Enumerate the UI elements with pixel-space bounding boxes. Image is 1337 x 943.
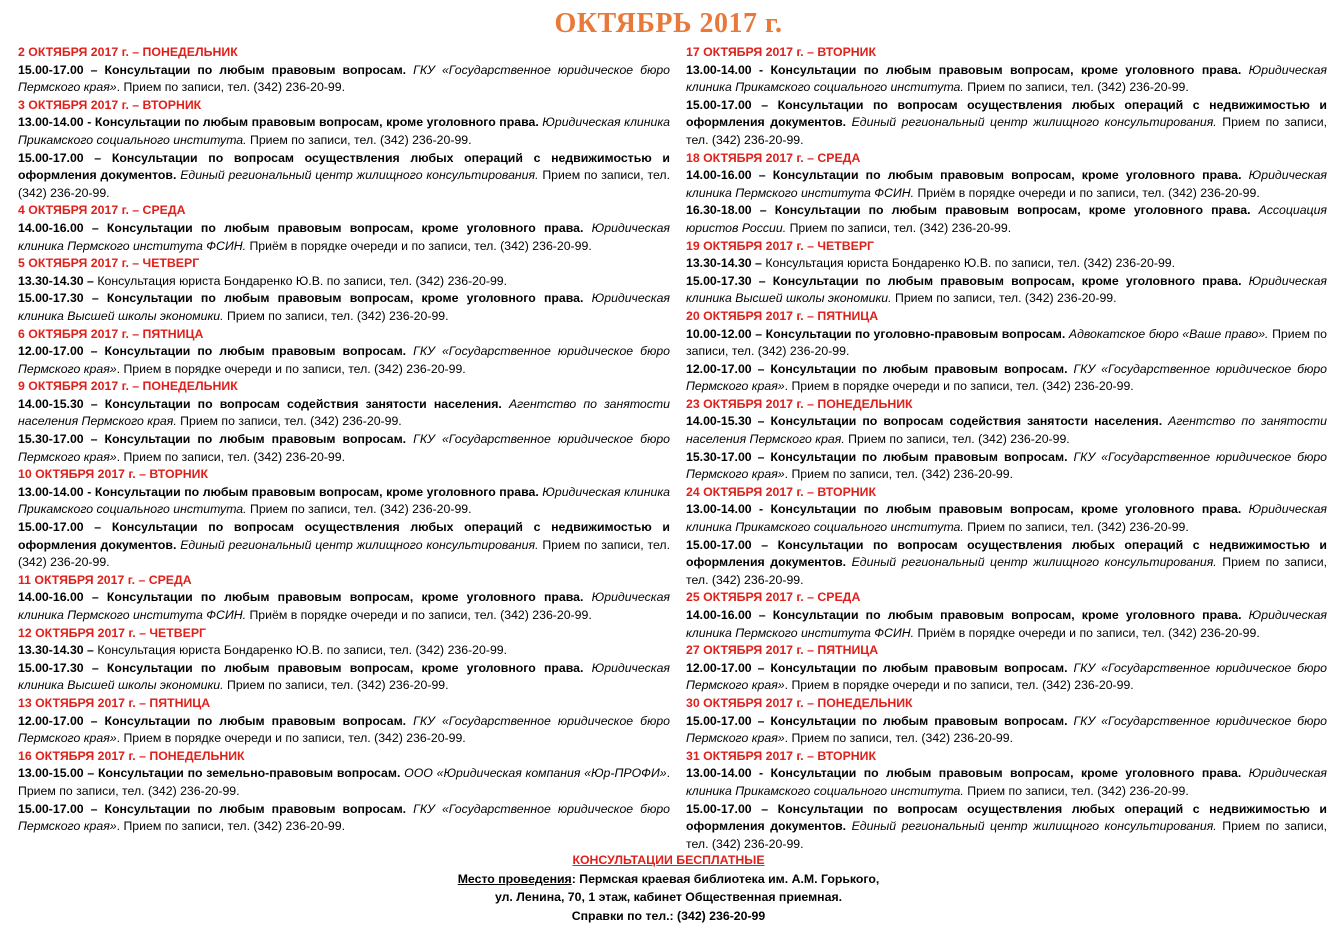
entry-note: Прием по записи, тел. (342) 236-20-99. — [963, 80, 1189, 95]
entry-separator: – — [751, 537, 778, 552]
entry-separator: – — [83, 62, 105, 77]
schedule-entry — [686, 607, 1327, 642]
entry-topic: Консультации по любым правовым вопросам, кроме уголовного права. — [774, 203, 1251, 218]
schedule-entry — [686, 501, 1327, 536]
schedule-entry — [686, 361, 1327, 396]
entry-separator: – — [751, 97, 778, 112]
entry-topic: Консультации по любым правовым вопросам, кроме уголовного права. — [106, 590, 584, 605]
entry-time: 15.00-17.30 — [686, 273, 752, 288]
entry-separator: - — [751, 766, 771, 781]
entry-topic: Консультации по любым правовым вопросам. — [104, 344, 407, 359]
entry-organization: Юридическая клиника Высшей школы экономики. — [18, 291, 670, 323]
entry-organization: Юридическая клиника Пермского института ФСИН. — [686, 168, 1327, 200]
entry-separator: – — [751, 203, 775, 218]
entry-note: . Прием по записи, тел. (342) 236-20-99. — [116, 449, 346, 464]
entry-separator: – — [751, 256, 766, 271]
entry-organization: Юридическая клиника Пермского института ФСИН. — [18, 590, 670, 622]
day-heading: 17 ОКТЯБРЯ 2017 г. – ВТОРНИК — [686, 45, 877, 59]
entry-topic: Консультации по вопросам осуществления любых операций с недвижимостью и оформления документов. — [686, 537, 1327, 570]
entry-note: . Прием по записи, тел. (342) 236-20-99. — [784, 731, 1014, 746]
entry-time: 14.00-15.30 — [686, 414, 752, 429]
entry-time: 15.00-17.30 — [18, 291, 84, 306]
day-heading: 6 ОКТЯБРЯ 2017 г. – ПЯТНИЦА — [18, 326, 204, 341]
entry-note: Прием по записи, тел. (342) 236-20-99. — [223, 678, 449, 693]
schedule-entry — [18, 343, 670, 378]
schedule-entry — [686, 62, 1327, 97]
day-block — [686, 150, 1327, 238]
entry-note: Прием по записи, тел. (342) 236-20-99. — [844, 432, 1070, 447]
entry-time: 15.00-17.00 — [18, 62, 84, 77]
day-block — [18, 466, 670, 572]
entry-note: Приём в порядке очереди и по записи, тел. (342) 236-20-99. — [246, 608, 592, 622]
entry-note: Прием по записи, тел. (342) 236-20-99. — [246, 132, 472, 147]
entry-separator: - — [751, 62, 771, 77]
entry-time: 15.00-17.00 — [686, 713, 752, 728]
left-column — [18, 44, 670, 836]
schedule-entry — [686, 326, 1327, 361]
day-block — [686, 238, 1327, 308]
address-line: ул. Ленина, 70, 1 этаж, кабинет Общественная приемная. — [494, 890, 843, 905]
schedule-entry — [686, 449, 1327, 484]
entry-note: . Прием по записи, тел. (342) 236-20-99. — [116, 819, 346, 834]
entry-time: 13.00-14.00 — [18, 484, 84, 499]
entry-organization: Агентство по занятости населения Пермского края. — [18, 396, 670, 429]
entry-time: 12.00-17.00 — [18, 344, 84, 359]
schedule-entry — [686, 413, 1327, 448]
entry-topic: Консультации по любым правовым вопросам, кроме уголовного права. — [94, 484, 539, 499]
entry-separator: – — [751, 361, 771, 376]
entry-note: Приём в порядке очереди и по записи, тел. (342) 236-20-99. — [914, 625, 1260, 640]
entry-note: Прием по записи, тел. (342) 236-20-99. — [223, 308, 449, 323]
entry-note: Консультация юриста Бондаренко Ю.В. по записи, тел. (342) 236-20-99. — [765, 256, 1176, 271]
schedule-entry — [686, 660, 1327, 695]
entry-separator: - — [83, 484, 95, 499]
day-block — [18, 695, 670, 748]
schedule-entry — [18, 642, 670, 660]
entry-separator: – — [83, 273, 98, 288]
day-heading: 30 ОКТЯБРЯ 2017 г. – ПОНЕДЕЛЬНИК — [686, 695, 913, 710]
entry-note: Консультация юриста Бондаренко Ю.В. по записи, тел. (342) 236-20-99. — [97, 273, 508, 288]
day-heading: 3 ОКТЯБРЯ 2017 г. – ВТОРНИК — [18, 97, 202, 112]
entry-separator: – — [751, 713, 771, 728]
entry-note: Прием по записи, тел. (342) 236-20-99. — [246, 502, 472, 517]
entry-note: . Прием в порядке очереди и по записи, тел. (342) 236-20-99. — [784, 379, 1134, 394]
entry-time: 15.00-17.30 — [18, 660, 84, 675]
entry-organization: ГКУ «Государственное юридическое бюро Пермского края» — [686, 361, 1328, 394]
schedule-entry — [18, 589, 670, 624]
free-consultations-note: КОНСУЛЬТАЦИИ БЕСПЛАТНЫЕ — [572, 853, 765, 867]
entry-organization: ООО «Юридическая компания «Юр-ПРОФИ» — [404, 766, 667, 781]
schedule-entry — [686, 167, 1327, 202]
footer — [0, 851, 1337, 926]
day-block — [686, 308, 1327, 396]
entry-time: 13.00-14.00 — [686, 62, 752, 77]
entry-topic: Консультации по любым правовым вопросам. — [770, 361, 1068, 376]
day-block — [18, 44, 670, 97]
entry-note: . Прием в порядке очереди и по записи, тел. (342) 236-20-99. — [116, 731, 466, 746]
entry-topic: Консультации по любым правовым вопросам, кроме уголовного права. — [106, 220, 584, 235]
entry-organization: Юридическая клиника Прикамского социального института. — [686, 502, 1327, 535]
entry-separator: – — [83, 643, 98, 658]
entry-organization: Ассоциация юристов России. — [686, 203, 1327, 235]
entry-time: 13.30-14.30 — [18, 273, 84, 288]
entry-separator: – — [751, 326, 766, 341]
entry-time: 12.00-17.00 — [18, 713, 84, 728]
entry-time: 13.00-14.00 — [686, 766, 752, 781]
entry-organization: Единый региональный центр жилищного консультирования. — [851, 819, 1217, 834]
schedule-entry — [686, 801, 1327, 854]
day-heading: 24 ОКТЯБРЯ 2017 г. – ВТОРНИК — [686, 484, 877, 499]
entry-organization: ГКУ «Государственное юридическое бюро Пермского края» — [18, 62, 670, 95]
entry-separator: – — [751, 801, 778, 816]
entry-time: 14.00-16.00 — [686, 168, 752, 183]
entry-topic: Консультации по любым правовым вопросам, кроме уголовного права. — [106, 660, 584, 675]
entry-separator: – — [83, 590, 107, 605]
entry-organization: Единый региональный центр жилищного консультирования. — [851, 115, 1217, 130]
entry-topic: Консультации по вопросам содействия занятости населения. — [770, 414, 1163, 429]
day-block — [686, 396, 1327, 484]
entry-organization: Агентство по занятости населения Пермского края. — [686, 414, 1327, 447]
entry-organization: ГКУ «Государственное юридическое бюро Пермского края» — [686, 713, 1328, 746]
schedule-entry — [18, 62, 670, 97]
entry-time: 15.00-17.00 — [686, 537, 752, 552]
schedule-entry — [686, 273, 1327, 308]
entry-organization: ГКУ «Государственное юридическое бюро Пермского края» — [686, 660, 1328, 693]
day-heading: 18 ОКТЯБРЯ 2017 г. – СРЕДА — [686, 150, 861, 165]
schedule-entry — [686, 97, 1327, 150]
entry-organization: Юридическая клиника Пермского института ФСИН. — [686, 608, 1327, 640]
entry-organization: Юридическая клиника Высшей школы экономики. — [18, 660, 670, 693]
schedule-entry — [686, 537, 1327, 590]
day-block — [686, 695, 1327, 748]
schedule-entry — [18, 431, 670, 466]
entry-time: 12.00-17.00 — [686, 361, 752, 376]
entry-note: . Прием в порядке очереди и по записи, тел. (342) 236-20-99. — [784, 678, 1134, 693]
schedule-entry — [18, 273, 670, 291]
entry-time: 13.00-14.00 — [686, 502, 752, 517]
entry-time: 15.00-17.00 — [18, 150, 84, 165]
entry-note: Прием по записи, тел. (342) 236-20-99. — [686, 115, 1328, 147]
entry-time: 13.00-15.00 — [18, 766, 84, 781]
day-heading: 19 ОКТЯБРЯ 2017 г. – ЧЕТВЕРГ — [686, 238, 875, 253]
entry-separator: – — [83, 660, 107, 675]
entry-separator: – — [83, 766, 99, 781]
entry-note: Консультация юриста Бондаренко Ю.В. по записи, тел. (342) 236-20-99. — [97, 643, 508, 658]
day-heading: 25 ОКТЯБРЯ 2017 г. – СРЕДА — [686, 590, 861, 605]
day-block — [18, 202, 670, 255]
entry-topic: Консультации по любым правовым вопросам. — [104, 62, 407, 77]
day-heading: 4 ОКТЯБРЯ 2017 г. – СРЕДА — [18, 203, 186, 218]
day-block — [686, 642, 1327, 695]
entry-note: . Прием по записи, тел. (342) 236-20-99. — [116, 80, 346, 95]
entry-time: 15.00-17.00 — [686, 801, 752, 816]
entry-separator: - — [83, 115, 95, 130]
entry-separator: – — [83, 344, 105, 359]
entry-topic: Консультации по вопросам содействия занятости населения. — [104, 396, 502, 411]
entry-separator: – — [751, 273, 773, 288]
day-heading: 10 ОКТЯБРЯ 2017 г. – ВТОРНИК — [18, 467, 209, 482]
entry-time: 15.30-17.00 — [686, 449, 752, 464]
day-heading: 23 ОКТЯБРЯ 2017 г. – ПОНЕДЕЛЬНИК — [686, 396, 913, 411]
entry-organization: Юридическая клиника Прикамского социального института. — [18, 484, 670, 517]
entry-organization: Адвокатское бюро «Ваше право». — [1068, 326, 1269, 341]
entry-note: Прием по записи, тел. (342) 236-20-99. — [963, 520, 1189, 535]
day-heading: 2 ОКТЯБРЯ 2017 г. – ПОНЕДЕЛЬНИК — [18, 45, 238, 59]
entry-organization: Единый региональный центр жилищного консультирования. — [851, 555, 1217, 570]
entry-time: 15.00-17.00 — [18, 801, 84, 816]
schedule-entry — [18, 396, 670, 431]
entry-note: Прием по записи, тел. (342) 236-20-99. — [686, 326, 1327, 359]
entry-organization: Единый региональный центр жилищного консультирования. — [180, 168, 539, 183]
entry-separator: – — [751, 449, 771, 464]
day-heading: 12 ОКТЯБРЯ 2017 г. – ЧЕТВЕРГ — [18, 625, 207, 640]
entry-time: 16.30-18.00 — [686, 203, 752, 218]
entry-separator: – — [751, 660, 771, 675]
entry-note: Прием по записи, тел. (342) 236-20-99. — [786, 220, 1012, 235]
entry-note: . Прием по записи, тел. (342) 236-20-99. — [784, 467, 1014, 482]
right-column — [686, 44, 1327, 853]
day-heading: 16 ОКТЯБРЯ 2017 г. – ПОНЕДЕЛЬНИК — [18, 748, 245, 763]
day-heading: 27 ОКТЯБРЯ 2017 г. – ПЯТНИЦА — [686, 643, 879, 658]
entry-time: 10.00-12.00 — [686, 326, 752, 341]
entry-topic: Консультации по вопросам осуществления любых операций с недвижимостью и оформления документов. — [686, 801, 1327, 834]
entry-topic: Консультации по любым правовым вопросам, кроме уголовного права. — [94, 115, 539, 130]
entry-note: Прием по записи, тел. (342) 236-20-99. — [18, 168, 671, 200]
schedule-entry — [18, 713, 670, 748]
entry-time: 13.00-14.00 — [18, 115, 84, 130]
entry-topic: Консультации по вопросам осуществления любых операций с недвижимостью и оформления документов. — [686, 97, 1327, 130]
entry-organization: ГКУ «Государственное юридическое бюро Пермского края» — [686, 449, 1328, 482]
entry-note: . Прием в порядке очереди и по записи, тел. (342) 236-20-99. — [116, 361, 466, 376]
day-block — [18, 255, 670, 325]
entry-time: 14.00-16.00 — [686, 608, 752, 622]
entry-topic: Консультации по любым правовым вопросам. — [104, 713, 407, 728]
schedule-entry — [686, 202, 1327, 237]
schedule-entry — [686, 713, 1327, 748]
schedule-entry — [18, 290, 670, 325]
day-heading: 20 ОКТЯБРЯ 2017 г. – ПЯТНИЦА — [686, 308, 879, 323]
entry-topic: Консультации по любым правовым вопросам, кроме уголовного права. — [770, 502, 1242, 517]
entry-separator: – — [751, 608, 773, 622]
day-heading: 5 ОКТЯБРЯ 2017 г. – ЧЕТВЕРГ — [18, 256, 200, 271]
entry-time: 14.00-16.00 — [18, 220, 84, 235]
schedule-entry — [18, 150, 670, 203]
entry-organization: ГКУ «Государственное юридическое бюро Пермского края» — [18, 432, 670, 464]
entry-organization: Юридическая клиника Прикамского социального института. — [686, 766, 1327, 798]
entry-note: Приём в порядке очереди и по записи, тел. (342) 236-20-99. — [246, 238, 592, 253]
entry-separator: – — [83, 713, 105, 728]
entry-topic: Консультации по любым правовым вопросам, кроме уголовного права. — [770, 766, 1242, 781]
entry-note: . Прием по записи, тел. (342) 236-20-99. — [18, 766, 671, 798]
entry-topic: Консультации по любым правовым вопросам. — [770, 660, 1068, 675]
entry-organization: Юридическая клиника Прикамского социального института. — [686, 62, 1327, 95]
entry-topic: Консультации по любым правовым вопросам, кроме уголовного права. — [772, 168, 1242, 183]
entry-separator: – — [83, 150, 112, 165]
phone-line: Справки по тел.: (342) 236-20-99 — [571, 909, 766, 924]
entry-topic: Консультации по любым правовым вопросам. — [104, 432, 407, 447]
day-block — [686, 44, 1327, 150]
day-block — [18, 625, 670, 695]
day-heading: 11 ОКТЯБРЯ 2017 г. – СРЕДА — [18, 572, 192, 587]
entry-separator: - — [751, 502, 771, 517]
entry-note: Прием по записи, тел. (342) 236-20-99. — [891, 291, 1117, 306]
schedule-entry — [18, 484, 670, 519]
page-title: ОКТЯБРЬ 2017 г. — [554, 8, 783, 39]
schedule-entry — [18, 660, 670, 695]
entry-separator: – — [83, 801, 105, 816]
entry-time: 15.00-17.00 — [686, 97, 752, 112]
entry-time: 14.00-15.30 — [18, 396, 84, 411]
day-heading: 13 ОКТЯБРЯ 2017 г. – ПЯТНИЦА — [18, 695, 211, 710]
entry-topic: Консультации по вопросам осуществления любых операций с недвижимостью и оформления документов. — [18, 150, 670, 183]
day-block — [18, 572, 670, 625]
venue-label: Место проведения — [457, 871, 572, 886]
entry-separator: – — [83, 520, 112, 535]
schedule-entry — [18, 220, 670, 255]
entry-time: 15.30-17.00 — [18, 432, 84, 447]
entry-topic: Консультации по любым правовым вопросам. — [770, 449, 1068, 464]
schedule-entry — [18, 801, 670, 836]
schedule-entry — [18, 519, 670, 572]
entry-topic: Консультации по земельно-правовым вопросам. — [98, 766, 401, 781]
entry-topic: Консультации по любым правовым вопросам, кроме уголовного права. — [106, 291, 584, 306]
entry-note: Прием по записи, тел. (342) 236-20-99. — [18, 537, 671, 570]
entry-separator: – — [83, 396, 105, 411]
entry-note: Прием по записи, тел. (342) 236-20-99. — [686, 555, 1328, 587]
day-block — [18, 748, 670, 836]
day-block — [18, 378, 670, 466]
day-heading: 31 ОКТЯБРЯ 2017 г. – ВТОРНИК — [686, 748, 877, 763]
day-block — [18, 97, 670, 203]
entry-topic: Консультации по вопросам осуществления любых операций с недвижимостью и оформления документов. — [18, 520, 670, 552]
entry-separator: – — [83, 220, 107, 235]
schedule-entry — [686, 255, 1327, 273]
venue-text: : Пермская краевая библиотека им. А.М. Горького, — [571, 871, 880, 886]
entry-separator: – — [751, 168, 773, 183]
entry-time: 13.30-14.30 — [18, 643, 84, 658]
entry-time: 13.30-14.30 — [686, 256, 752, 271]
entry-topic: Консультации по любым правовым вопросам, кроме уголовного права. — [772, 273, 1242, 288]
schedule-entry — [686, 765, 1327, 800]
day-heading: 9 ОКТЯБРЯ 2017 г. – ПОНЕДЕЛЬНИК — [18, 379, 238, 394]
day-block — [686, 748, 1327, 854]
entry-note: Приём в порядке очереди и по записи, тел. (342) 236-20-99. — [914, 185, 1260, 200]
entry-topic: Консультации по любым правовым вопросам, кроме уголовного права. — [772, 608, 1242, 622]
entry-separator: – — [83, 432, 105, 447]
entry-topic: Консультации по уголовно-правовым вопросам. — [765, 326, 1066, 341]
entry-note: Прием по записи, тел. (342) 236-20-99. — [963, 783, 1189, 798]
entry-organization: ГКУ «Государственное юридическое бюро Пермского края» — [18, 801, 670, 834]
entry-separator: – — [751, 414, 771, 429]
day-block — [18, 326, 670, 379]
entry-time: 15.00-17.00 — [18, 520, 84, 535]
entry-organization: ГКУ «Государственное юридическое бюро Пермского края» — [18, 344, 670, 376]
entry-topic: Консультации по любым правовым вопросам. — [770, 713, 1068, 728]
entry-organization: ГКУ «Государственное юридическое бюро Пермского края» — [18, 713, 670, 746]
entry-topic: Консультации по любым правовым вопросам, кроме уголовного права. — [770, 62, 1242, 77]
entry-organization: Юридическая клиника Прикамского социального института. — [18, 115, 670, 147]
entry-note: Прием по записи, тел. (342) 236-20-99. — [686, 819, 1328, 851]
schedule-entry — [18, 114, 670, 149]
entry-note: Прием по записи, тел. (342) 236-20-99. — [176, 414, 402, 429]
venue-line — [0, 870, 1337, 889]
entry-time: 12.00-17.00 — [686, 660, 752, 675]
entry-topic: Консультации по любым правовым вопросам. — [104, 801, 407, 816]
entry-organization: Юридическая клиника Пермского института ФСИН. — [18, 220, 670, 253]
entry-separator: – — [83, 291, 107, 306]
entry-time: 14.00-16.00 — [18, 590, 84, 605]
entry-organization: Юридическая клиника Высшей школы экономики. — [686, 273, 1327, 306]
day-block — [686, 589, 1327, 642]
day-block — [686, 484, 1327, 590]
schedule-entry — [18, 765, 670, 800]
entry-organization: Единый региональный центр жилищного консультирования. — [180, 537, 539, 552]
